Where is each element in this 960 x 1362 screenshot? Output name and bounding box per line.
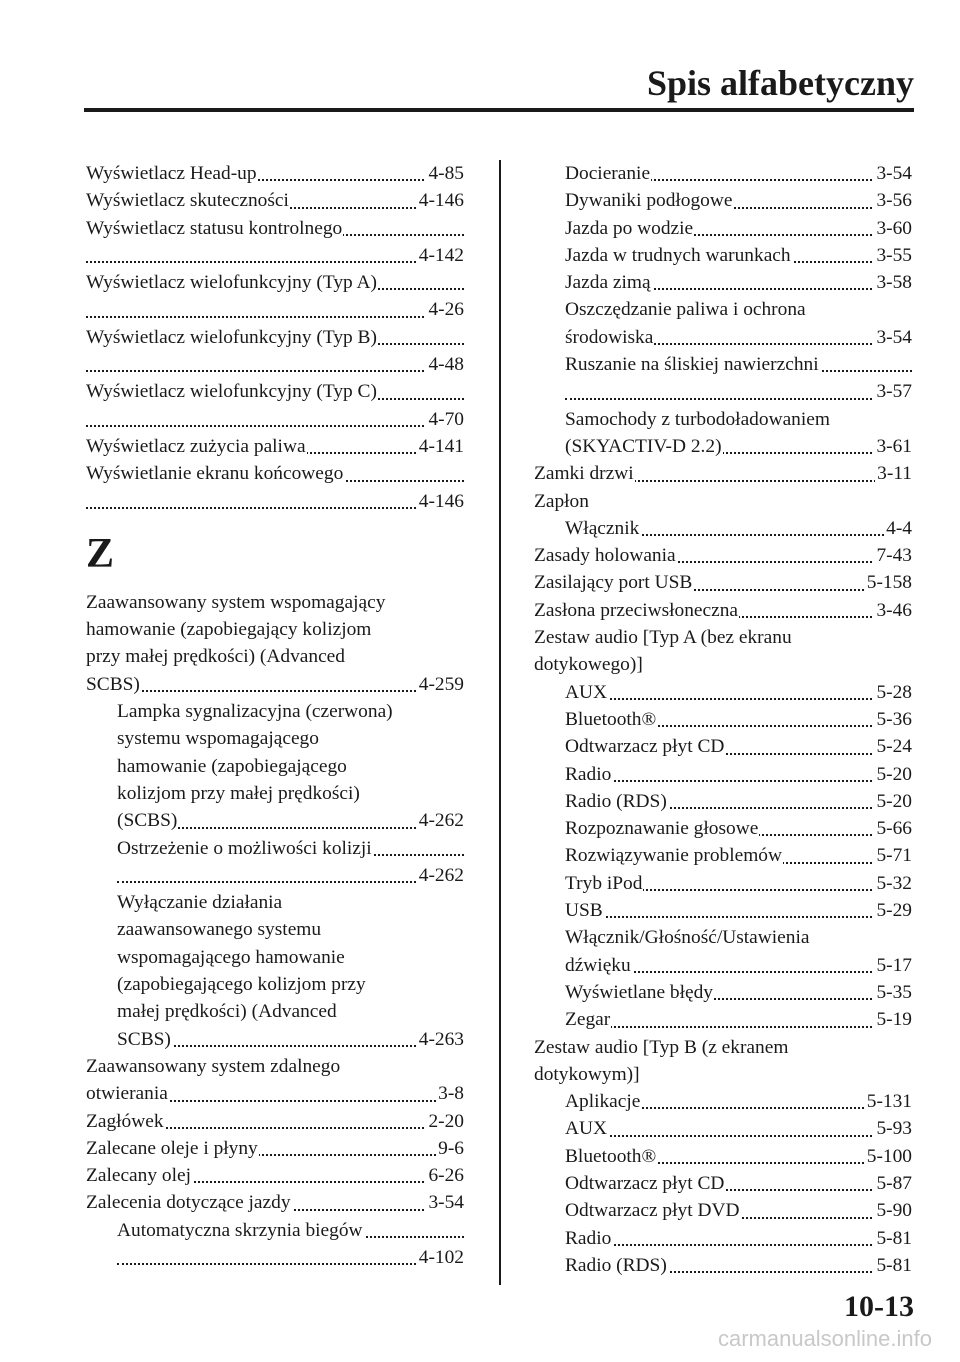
dot-leader [86, 370, 464, 372]
index-entry [86, 460, 464, 487]
index-subentry [117, 725, 464, 752]
entry-page-ref[interactable]: 9-6 [436, 1135, 464, 1162]
entry-page-ref[interactable]: 3-54 [426, 1189, 464, 1216]
entry-page-ref[interactable]: 5-81 [874, 1225, 912, 1252]
dot-leader [86, 261, 464, 263]
dot-leader [117, 1263, 464, 1265]
entry-page-ref[interactable]: 4-102 [417, 1244, 464, 1271]
entry-text: Zagłówek [86, 1110, 164, 1132]
index-entry [86, 488, 464, 515]
entry-text: Radio (RDS) [565, 790, 667, 812]
entry-text: Zestaw audio [Typ A (bez ekranu [534, 627, 792, 649]
header-rule [84, 108, 914, 112]
dot-leader [565, 1244, 912, 1246]
entry-page-ref[interactable]: 4-4 [884, 515, 912, 542]
index-subentry [117, 753, 464, 780]
entry-text: (SKYACTIV-D 2.2) [565, 435, 722, 457]
entry-page-ref[interactable]: 3-57 [874, 378, 912, 405]
entry-page-ref[interactable]: 4-262 [417, 862, 464, 889]
index-subentry [565, 215, 912, 242]
entry-text: Zapłon [534, 490, 589, 512]
index-column-right [534, 160, 912, 1279]
dot-leader [565, 1135, 912, 1137]
index-entry [86, 215, 464, 242]
index-column-left [86, 160, 464, 1271]
index-entry [86, 616, 464, 643]
entry-text: SCBS) [86, 673, 140, 695]
entry-page-ref[interactable]: 4-142 [417, 242, 464, 269]
index-subentry [117, 862, 464, 889]
entry-text: wspomagającego hamowanie [117, 946, 345, 968]
index-subentry [565, 679, 912, 706]
entry-text: małej prędkości) (Advanced [117, 1001, 337, 1023]
entry-text: Bluetooth® [565, 1145, 657, 1167]
index-subentry [117, 1244, 464, 1271]
entry-page-ref[interactable]: 3-54 [874, 324, 912, 351]
entry-text: SCBS) [117, 1028, 171, 1050]
entry-page-ref[interactable]: 5-90 [874, 1197, 912, 1224]
index-entry [86, 351, 464, 378]
index-subentry [565, 1115, 912, 1142]
entry-text: Wyłączanie działania [117, 892, 283, 914]
entry-text: Tryb iPod [565, 872, 643, 894]
index-subentry [565, 1088, 912, 1115]
entry-page-ref[interactable]: 5-87 [874, 1170, 912, 1197]
index-subentry [565, 706, 912, 733]
index-subentry [565, 242, 912, 269]
entry-text: Wyświetlacz statusu kontrolnego [86, 217, 343, 239]
index-entry [534, 460, 912, 487]
entry-text: Radio [565, 1227, 612, 1249]
entry-text: dźwięku [565, 954, 631, 976]
entry-page-ref[interactable]: 5-131 [865, 1088, 912, 1115]
index-entry [86, 1135, 464, 1162]
entry-page-ref[interactable]: 5-35 [874, 979, 912, 1006]
entry-text: Zasilający port USB [534, 572, 693, 594]
entry-page-ref[interactable]: 4-70 [426, 406, 464, 433]
index-subentry [565, 815, 912, 842]
entry-text: Samochody z turbodoładowaniem [565, 408, 830, 430]
index-subentry [565, 378, 912, 405]
index-subentry [565, 351, 912, 378]
index-entry [86, 242, 464, 269]
index-entry [86, 160, 464, 187]
entry-text: Zasłona przeciwsłoneczna [534, 599, 739, 621]
entry-page-ref[interactable]: 5-36 [874, 706, 912, 733]
entry-page-ref[interactable]: 7-43 [874, 542, 912, 569]
entry-page-ref[interactable]: 3-54 [874, 160, 912, 187]
entry-page-ref[interactable]: 4-262 [417, 807, 464, 834]
index-subentry [565, 1197, 912, 1224]
entry-text: kolizjom przy małej prędkości) [117, 782, 360, 804]
entry-text: Zasady holowania [534, 545, 676, 567]
index-entry [86, 671, 464, 698]
entry-text: (SCBS) [117, 810, 178, 832]
index-subentry [565, 733, 912, 760]
entry-page-ref[interactable]: 6-26 [426, 1162, 464, 1189]
entry-page-ref[interactable]: 4-259 [417, 671, 464, 698]
entry-page-ref[interactable]: 4-85 [426, 160, 464, 187]
index-subentry [565, 1225, 912, 1252]
index-subentry [565, 1143, 912, 1170]
entry-text: Radio (RDS) [565, 1254, 667, 1276]
dot-leader [565, 916, 912, 918]
index-entry [86, 1080, 464, 1107]
dot-leader [117, 881, 464, 883]
entry-page-ref[interactable]: 5-24 [874, 733, 912, 760]
index-entry [534, 488, 912, 515]
entry-text: Wyświetlacz wielofunkcyjny (Typ C) [86, 381, 377, 403]
index-subentry [565, 1252, 912, 1279]
entry-page-ref[interactable]: 4-48 [426, 351, 464, 378]
entry-text: Ruszanie na śliskiej nawierzchni [565, 354, 819, 376]
index-entry [534, 542, 912, 569]
index-entry [86, 406, 464, 433]
index-subentry [565, 761, 912, 788]
page-title: Spis alfabetyczny [646, 63, 914, 103]
entry-page-ref[interactable]: 5-20 [874, 788, 912, 815]
entry-text: Wyświetlacz Head-up [86, 163, 257, 184]
entry-text: Zalecenia dotyczące jazdy [86, 1192, 291, 1214]
index-subentry [565, 269, 912, 296]
index-subentry [565, 406, 912, 433]
page-number: 10-13 [844, 1290, 914, 1323]
index-subentry [565, 842, 912, 869]
watermark: carmanualsonline.info [717, 1326, 932, 1351]
dot-leader [86, 690, 464, 692]
entry-text: Zestaw audio [Typ B (z ekranem [534, 1036, 789, 1058]
entry-text: zaawansowanego systemu [117, 919, 322, 941]
index-subentry [117, 835, 464, 862]
index-entry [534, 569, 912, 596]
entry-text: Radio [565, 763, 612, 785]
entry-text: Rozpoznawanie głosowe [565, 818, 759, 840]
entry-text: AUX [565, 681, 608, 703]
entry-text: Dywaniki podłogowe [565, 190, 733, 212]
index-entry [86, 378, 464, 405]
entry-page-ref[interactable]: 5-20 [874, 761, 912, 788]
index-subentry [565, 979, 912, 1006]
entry-text: Zaawansowany system wspomagający [86, 591, 386, 613]
entry-text: Rozwiązywanie problemów [565, 845, 782, 867]
entry-text: Aplikacje [565, 1091, 641, 1113]
index-subentry [117, 807, 464, 834]
entry-text: (zapobiegającego kolizjom przy [117, 974, 366, 996]
entry-page-ref[interactable]: 2-20 [426, 1108, 464, 1135]
index-entry [534, 597, 912, 624]
index-subentry [117, 916, 464, 943]
dot-leader [565, 780, 912, 782]
dot-leader [565, 1026, 912, 1028]
entry-text: Oszczędzanie paliwa i ochrona [565, 299, 806, 321]
column-divider [499, 160, 501, 1285]
index-subentry [565, 160, 912, 187]
index-subentry [565, 897, 912, 924]
entry-page-ref[interactable]: 5-28 [874, 679, 912, 706]
index-subentry [565, 924, 912, 951]
entry-text: Zamki drzwi [534, 463, 634, 485]
dot-leader [565, 698, 912, 700]
entry-page-ref[interactable]: 4-263 [417, 1026, 464, 1053]
index-subentry [565, 870, 912, 897]
entry-page-ref[interactable]: 3-11 [875, 460, 912, 487]
dot-leader [86, 425, 464, 427]
entry-page-ref[interactable]: 5-71 [874, 842, 912, 869]
index-subentry [117, 944, 464, 971]
entry-page-ref[interactable]: 5-32 [874, 870, 912, 897]
entry-text: Docieranie [565, 163, 651, 184]
index-subentry [117, 780, 464, 807]
entry-text: Automatyczna skrzynia biegów [117, 1219, 363, 1241]
entry-text: środowiska [565, 326, 654, 348]
index-entry [86, 187, 464, 214]
index-subentry [565, 952, 912, 979]
entry-text: Zaawansowany system zdalnego [86, 1055, 341, 1077]
entry-page-ref[interactable]: 5-158 [865, 569, 912, 596]
index-subentry [565, 515, 912, 542]
index-subentry [117, 698, 464, 725]
entry-text: Ostrzeżenie o możliwości kolizji [117, 837, 372, 859]
entry-page-ref[interactable]: 3-46 [874, 597, 912, 624]
index-entry [86, 1053, 464, 1080]
entry-text: Wyświetlanie ekranu końcowego [86, 463, 344, 485]
index-entry [534, 1034, 912, 1061]
entry-text: Zegar [565, 1009, 611, 1031]
entry-text: Jazda w trudnych warunkach [565, 244, 791, 266]
entry-text: Lampka sygnalizacyjna (czerwona) [117, 701, 393, 723]
index-entry [534, 651, 912, 678]
index-subentry [565, 187, 912, 214]
entry-page-ref[interactable]: 3-56 [874, 187, 912, 214]
index-subentry [117, 998, 464, 1025]
entry-text: Włącznik/Głośność/Ustawienia [565, 927, 810, 949]
entry-text: Odtwarzacz płyt CD [565, 736, 725, 758]
index-subentry [565, 1170, 912, 1197]
entry-text: Wyświetlacz skuteczności [86, 190, 289, 212]
entry-text: Jazda po wodzie [565, 217, 694, 239]
entry-page-ref[interactable]: 5-100 [865, 1143, 912, 1170]
entry-page-ref[interactable]: 4-26 [426, 296, 464, 323]
entry-text: Bluetooth® [565, 708, 657, 730]
entry-text: AUX [565, 1118, 608, 1140]
section-heading: Z [86, 530, 115, 577]
entry-page-ref[interactable]: 4-146 [417, 488, 464, 515]
entry-text: Wyświetlacz zużycia paliwa [86, 435, 306, 457]
index-entry [86, 1162, 464, 1189]
entry-page-ref[interactable]: 5-29 [874, 897, 912, 924]
entry-text: hamowanie (zapobiegającego [117, 755, 347, 777]
entry-text: dotykowym)] [534, 1063, 640, 1085]
entry-text: Wyświetlacz wielofunkcyjny (Typ B) [86, 326, 377, 348]
index-subentry [565, 1006, 912, 1033]
entry-text: Jazda zimą [565, 272, 651, 294]
index-subentry [117, 971, 464, 998]
index-subentry [117, 1026, 464, 1053]
entry-text: Odtwarzacz płyt DVD [565, 1200, 740, 1222]
entry-page-ref[interactable]: 3-61 [874, 433, 912, 460]
entry-page-ref[interactable]: 3-8 [436, 1080, 464, 1107]
index-entry [86, 269, 464, 296]
entry-text: Zalecany olej [86, 1165, 191, 1187]
entry-page-ref[interactable]: 5-93 [874, 1115, 912, 1142]
index-entry [86, 433, 464, 460]
index-entry [86, 1108, 464, 1135]
dot-leader [86, 507, 464, 509]
index-entry [86, 1189, 464, 1216]
entry-text: systemu wspomagającego [117, 728, 319, 750]
entry-text: przy małej prędkości) (Advanced [86, 646, 345, 668]
dot-leader [565, 398, 912, 400]
index-subentry [565, 324, 912, 351]
entry-text: Włącznik [565, 517, 640, 539]
entry-page-ref[interactable]: 5-81 [874, 1252, 912, 1279]
entry-page-ref[interactable]: 5-17 [874, 952, 912, 979]
index-subentry [565, 433, 912, 460]
entry-text: hamowanie (zapobiegający kolizjom [86, 619, 372, 641]
entry-text: Wyświetlacz wielofunkcyjny (Typ A) [86, 272, 377, 294]
index-entry [534, 624, 912, 651]
index-entry [86, 324, 464, 351]
entry-text: Zalecane oleje i płyny [86, 1137, 258, 1159]
entry-page-ref[interactable]: 3-60 [874, 215, 912, 242]
index-subentry [565, 296, 912, 323]
entry-text: USB [565, 900, 603, 922]
entry-page-ref[interactable]: 3-58 [874, 269, 912, 296]
entry-text: otwierania [86, 1083, 168, 1105]
entry-page-ref[interactable]: 5-19 [874, 1006, 912, 1033]
index-subentry [565, 788, 912, 815]
entry-page-ref[interactable]: 4-146 [417, 187, 464, 214]
entry-text: dotykowego)] [534, 654, 643, 676]
dot-leader [86, 316, 464, 318]
index-entry [86, 643, 464, 670]
index-subentry [117, 889, 464, 916]
entry-text: Odtwarzacz płyt CD [565, 1172, 725, 1194]
index-entry [86, 589, 464, 616]
index-entry [86, 296, 464, 323]
index-subentry [117, 1217, 464, 1244]
entry-page-ref[interactable]: 5-66 [874, 815, 912, 842]
index-entry [534, 1061, 912, 1088]
entry-text: Wyświetlane błędy [565, 981, 713, 1003]
entry-page-ref[interactable]: 4-141 [417, 433, 464, 460]
entry-page-ref[interactable]: 3-55 [874, 242, 912, 269]
